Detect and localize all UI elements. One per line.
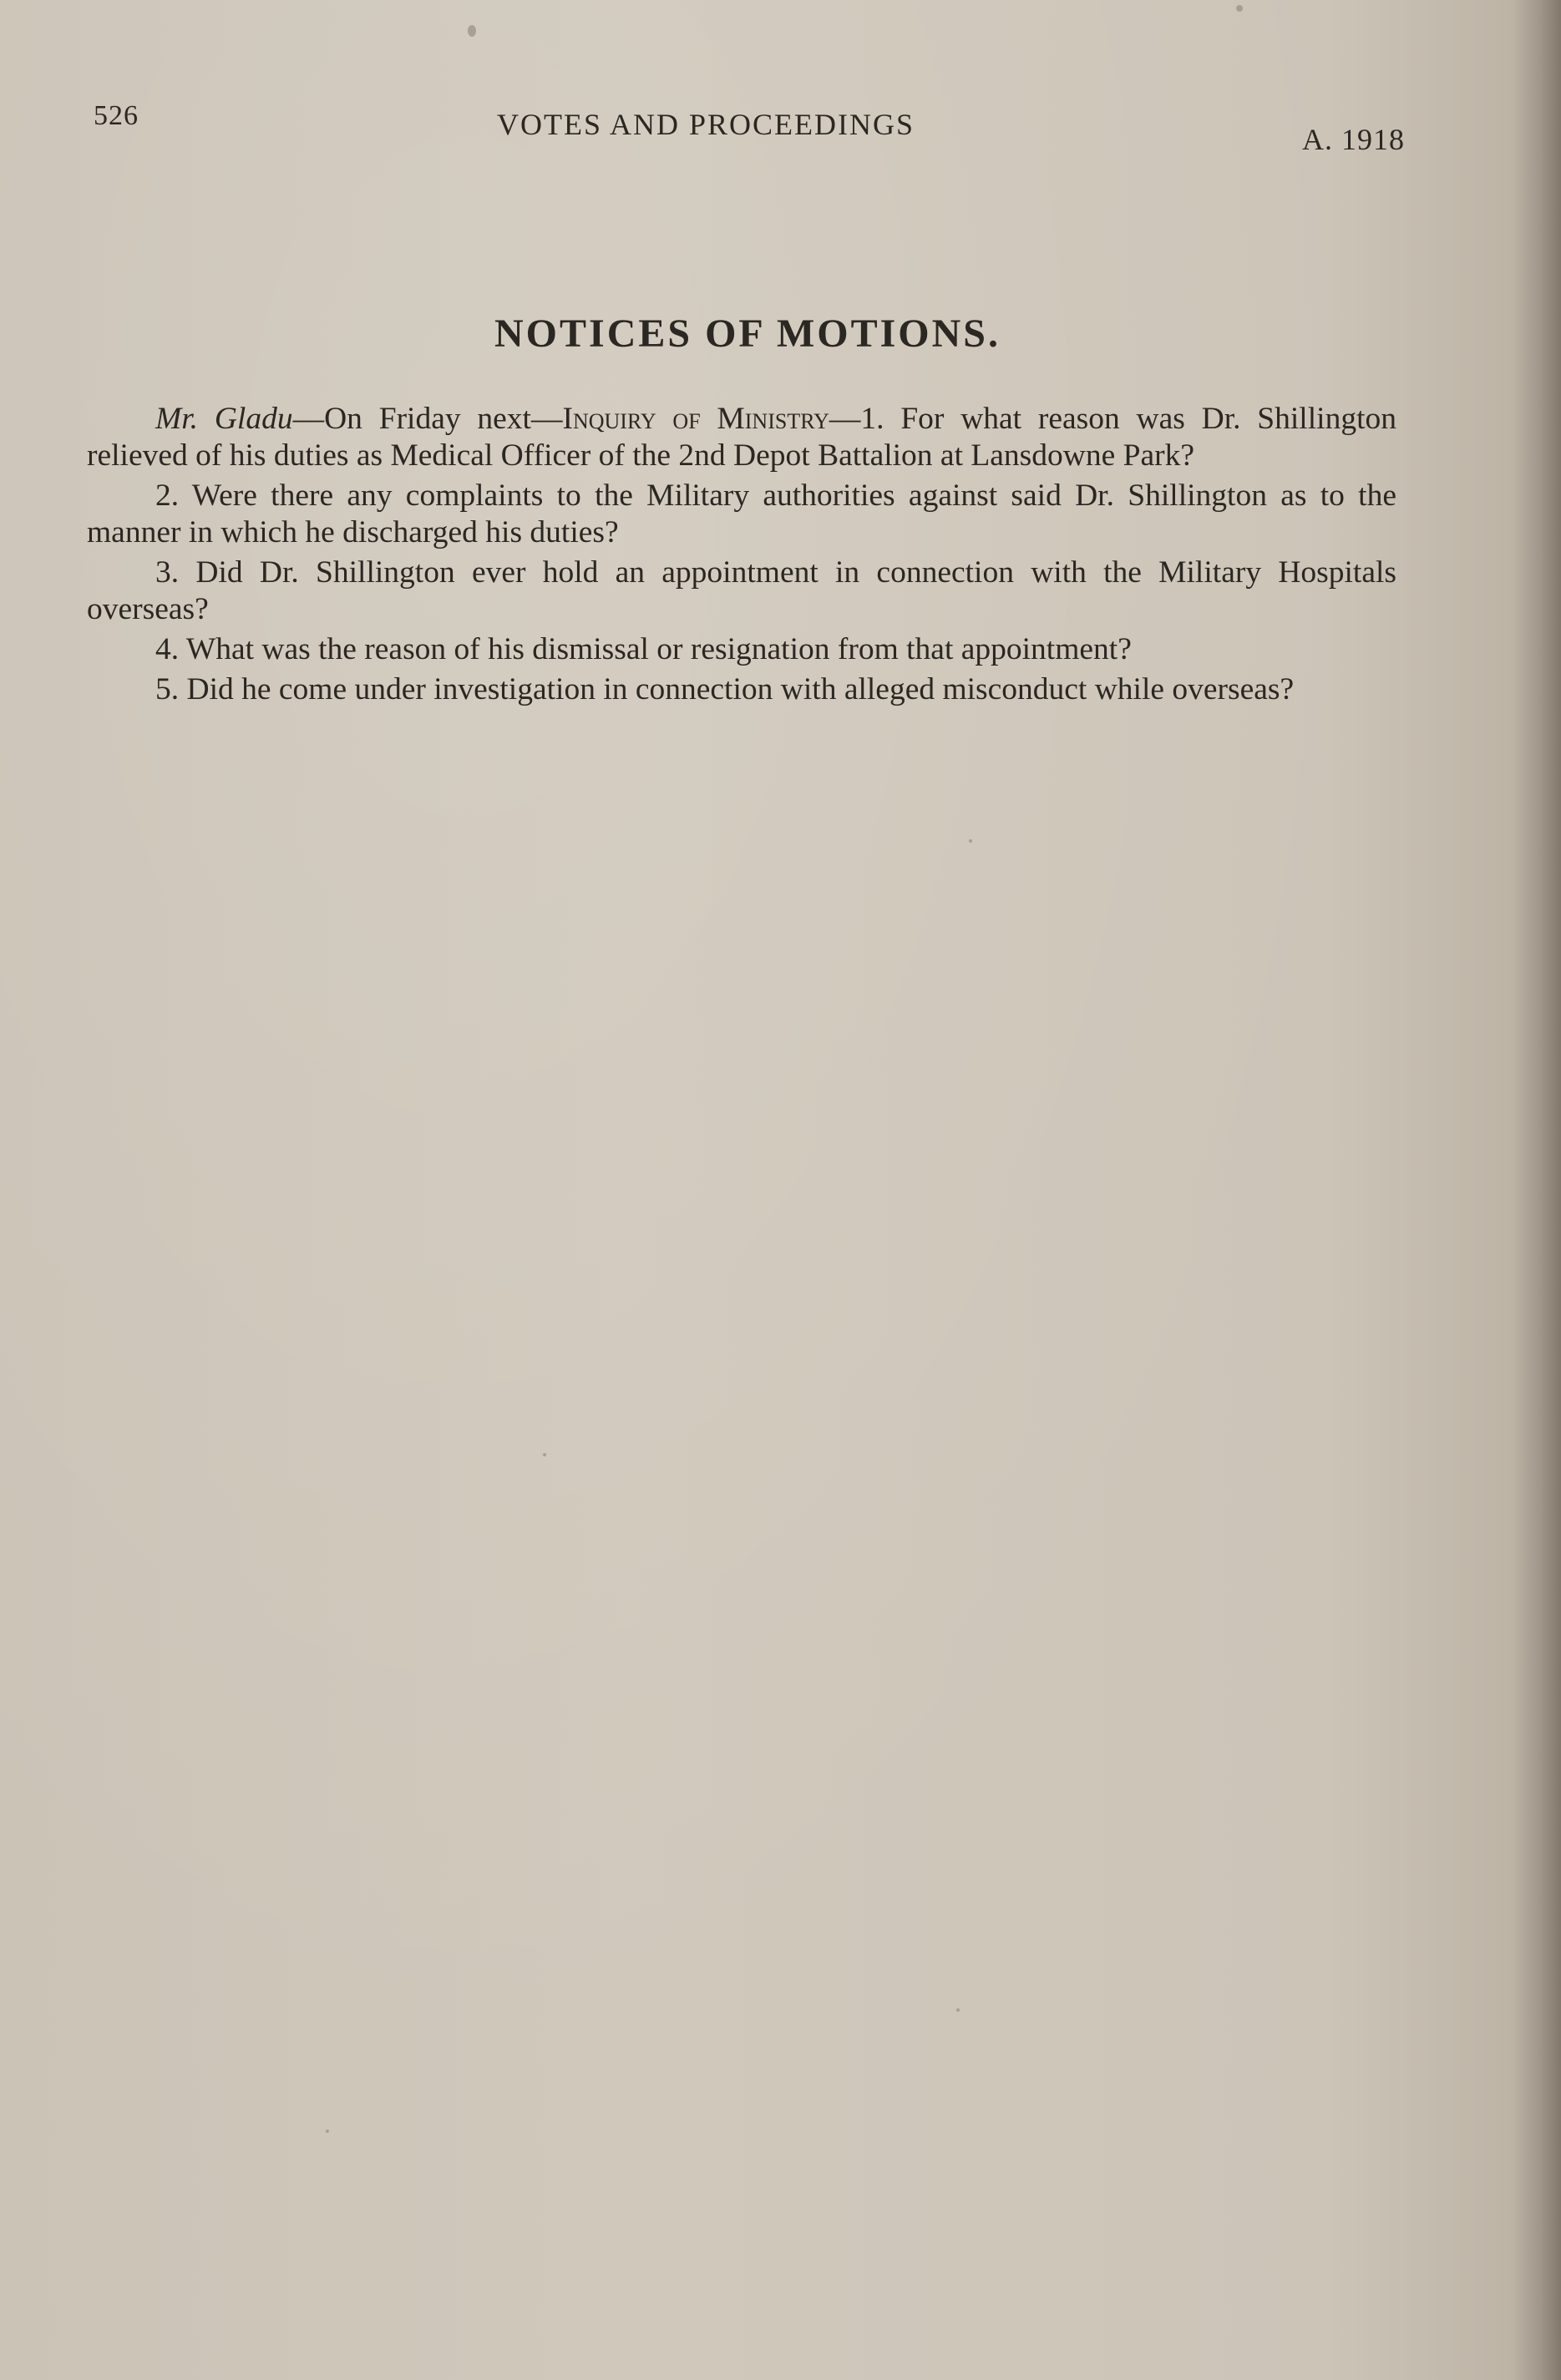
paper-speck — [1236, 5, 1243, 12]
running-head — [94, 100, 1405, 159]
motion-paragraph-1 — [87, 401, 1396, 474]
motion-opening: —On Friday next— — [292, 402, 563, 436]
paper-speck — [969, 839, 972, 843]
question-3: 3. Did Dr. Shillington ever hold an appointment in connection with the Military Hospitals overseas? — [87, 555, 1396, 626]
paper-speck — [956, 2008, 960, 2012]
motion-body — [87, 401, 1396, 711]
paper-speck — [543, 1453, 546, 1456]
question-1: —1. For what reason was Dr. Shillington relieved of his duties as Medical Officer of the 2nd Depot Battalion at Lansdowne Park? — [87, 402, 1396, 473]
question-5: 5. Did he come under investigation in connection with alleged misconduct while overseas? — [155, 672, 1295, 706]
page-edge-shadow — [1511, 0, 1561, 2380]
session-year: A. 1918 — [1302, 123, 1405, 156]
journal-title: VOTES AND PROCEEDINGS — [497, 108, 915, 141]
motion-subject: Inquiry of Ministry — [562, 402, 829, 436]
page-number: 526 — [94, 100, 139, 131]
paper-speck — [326, 2129, 329, 2133]
question-2: 2. Were there any complaints to the Military authorities against said Dr. Shillington as to the manner in which he discharged his duties? — [87, 479, 1396, 549]
paper-speck — [468, 25, 476, 37]
speaker-name: Mr. Gladu — [155, 402, 293, 436]
section-heading: NOTICES OF MOTIONS. — [494, 311, 1001, 356]
question-4: 4. What was the reason of his dismissal or resignation from that appointment? — [155, 632, 1132, 666]
